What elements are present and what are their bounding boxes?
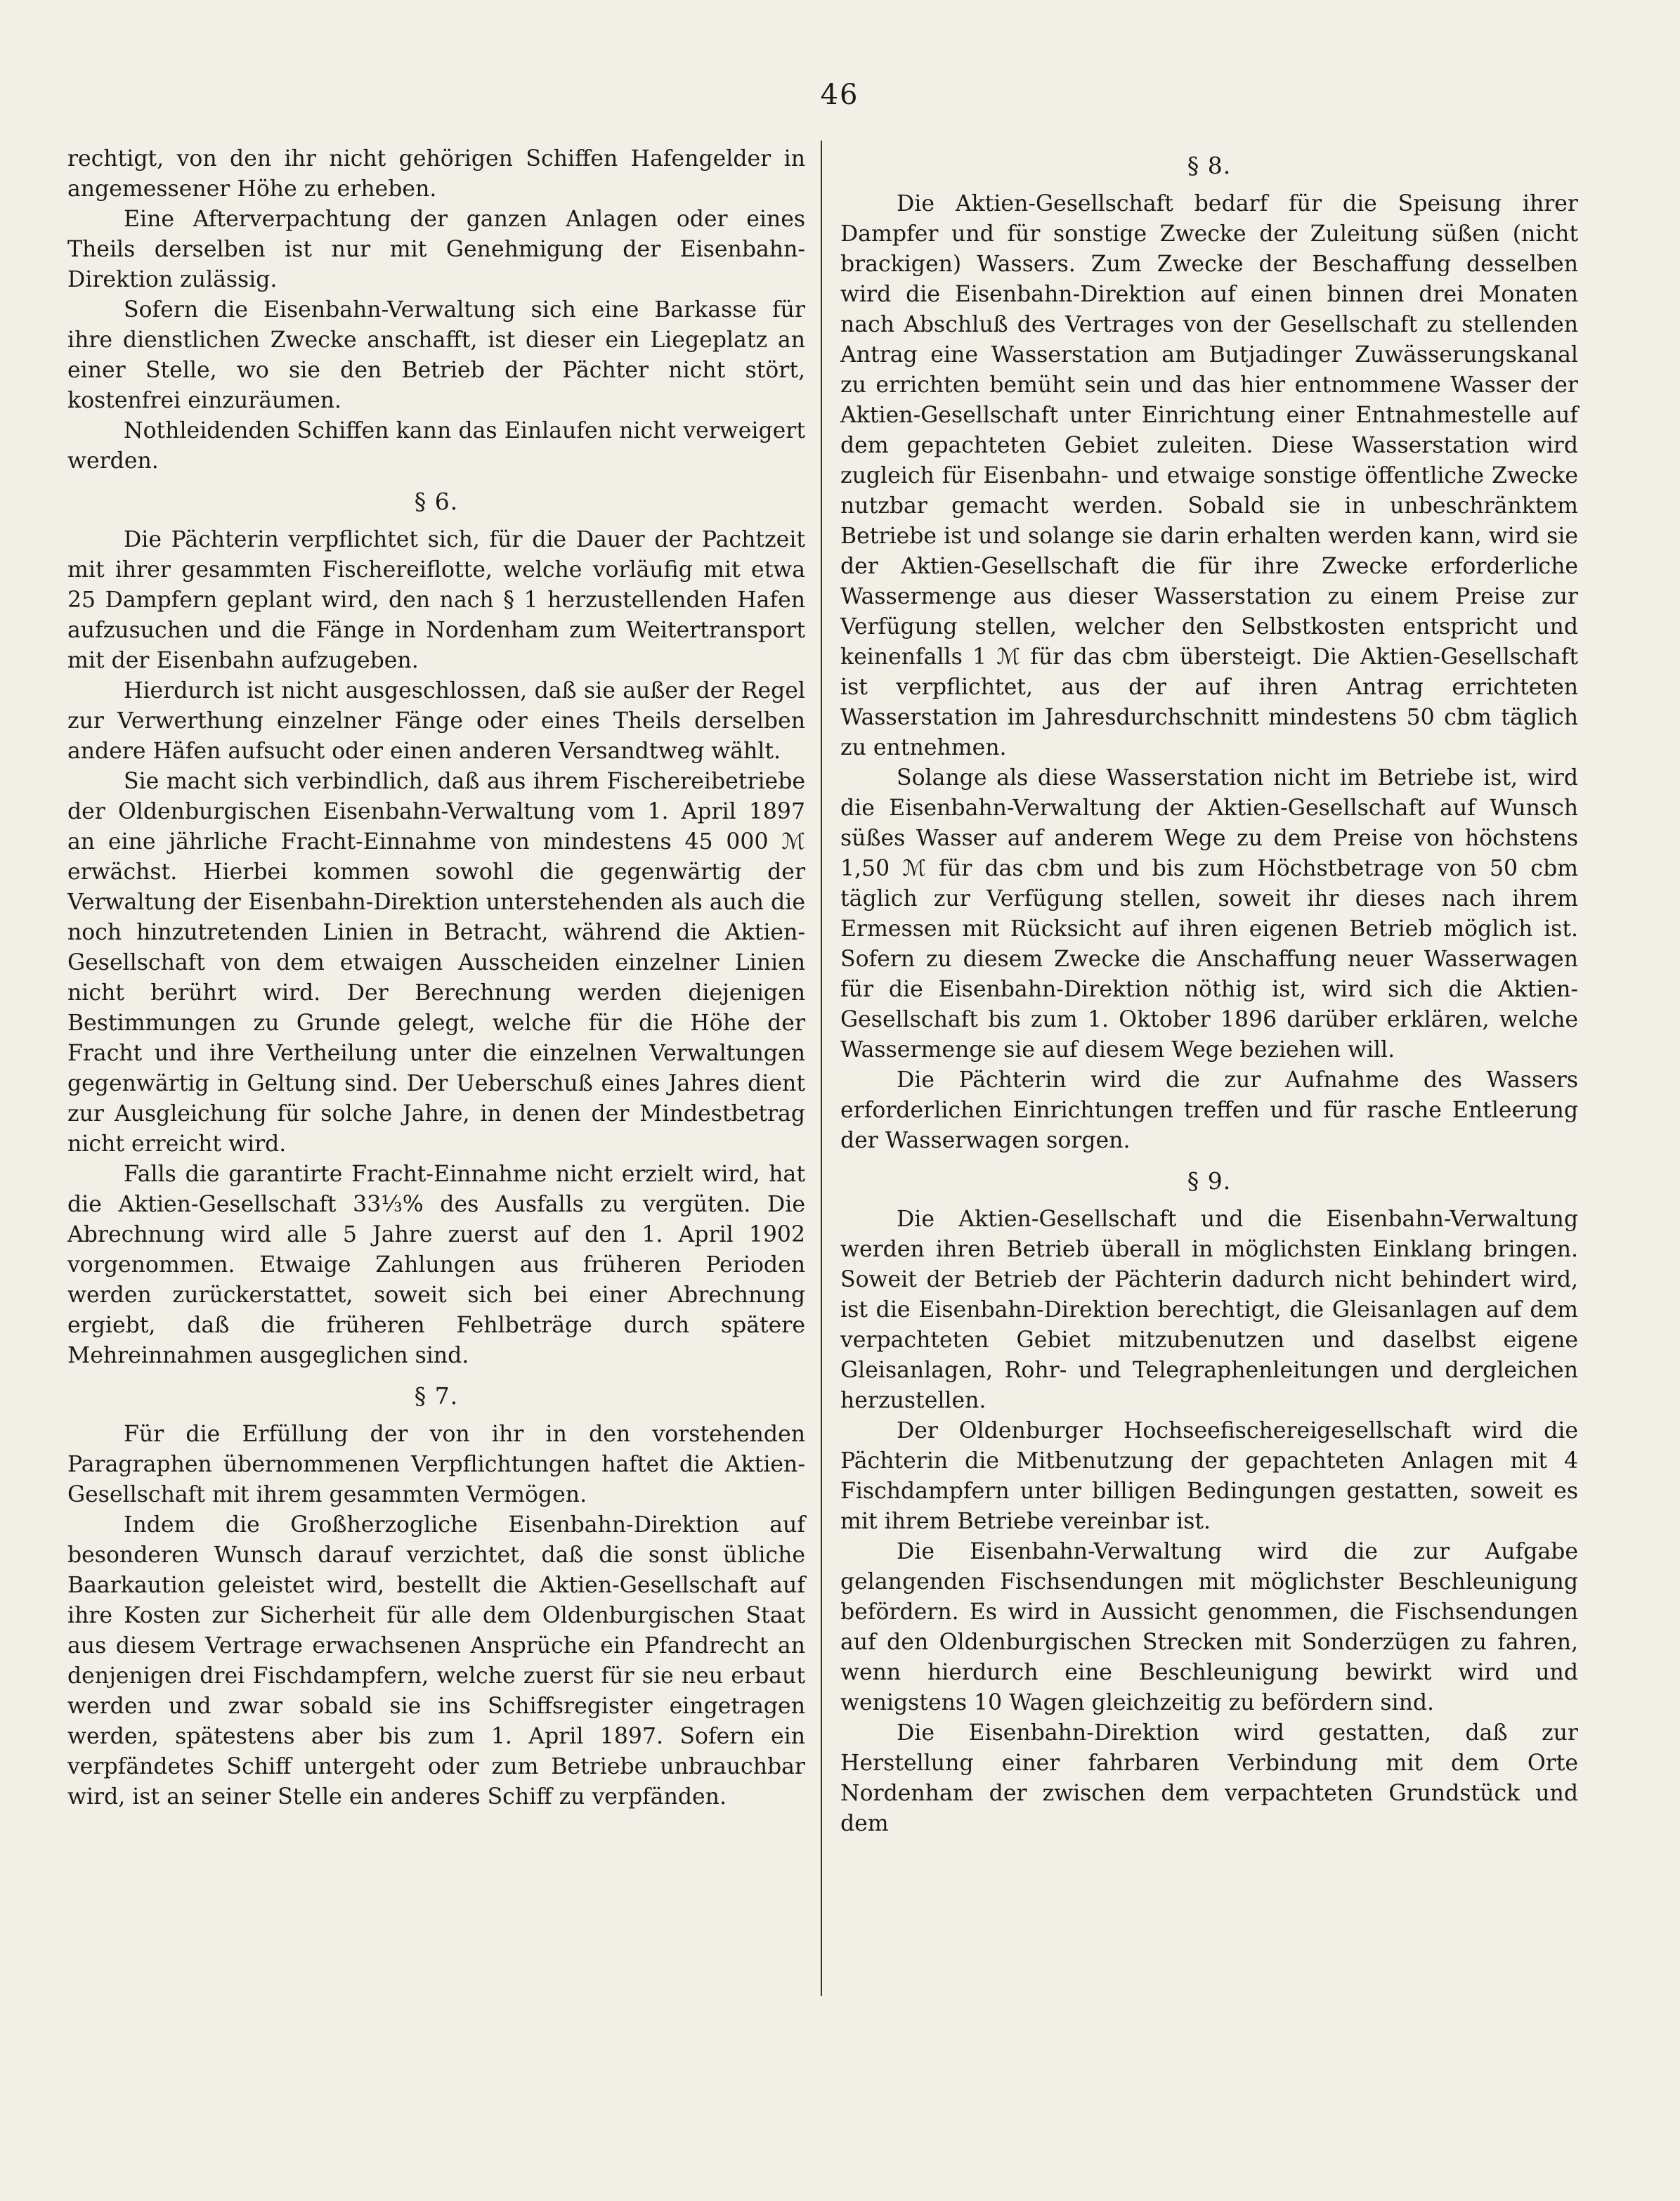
section-heading-8: § 8. — [1187, 152, 1232, 179]
paragraph: Indem die Großherzogliche Eisenbahn-Direktion auf besonderen Wunsch darauf verzichtet, daß die sonst übliche Baarkaution geleistet wird, bestellt die Aktien-Gesellschaft auf ihre Kosten zur Sicherheit für alle dem Oldenburgischen Staat aus diesem Vertrage erwachsenen Ansprüche ein Pfandrecht an denjenigen drei Fischdampfern, welche zuerst für sie neu erbaut werden und zwar sobald sie ins Schiffsregister eingetragen werden, spätestens aber bis zum 1. April 1897. Sofern ein verpfändetes Schiff untergeht oder zum Betriebe unbrauchbar wird, ist an seiner Stelle ein anderes Schiff zu verpfänden. — [67, 1512, 805, 1810]
paragraph: Nothleidenden Schiffen kann das Einlaufen nicht verweigert werden. — [67, 418, 805, 474]
left-column — [67, 144, 805, 1812]
paragraph: Die Aktien-Gesellschaft und die Eisenbahn-Verwaltung werden ihren Betrieb überall in möglichsten Einklang bringen. Soweit der Betrieb der Pächterin dadurch nicht behindert wird, ist die Eisenbahn-Direktion berechtigt, die Gleisanlagen auf dem verpachteten Gebiet mitzubenutzen und daselbst eigene Gleisanlagen, Rohr- und Telegraphenleitungen und dergleichen herzustellen. — [840, 1207, 1578, 1413]
paragraph: Eine Afterverpachtung der ganzen Anlagen oder eines Theils derselben ist nur mit Genehmigung der Eisenbahn-Direktion zulässig. — [67, 207, 805, 292]
paragraph: Der Oldenburger Hochseefischereigesellschaft wird die Pächterin die Mitbenutzung der gepachteten Anlagen mit 4 Fischdampfern unter billigen Bedingungen gestatten, soweit es mit ihrem Betriebe vereinbar ist. — [840, 1418, 1578, 1534]
paragraph: Für die Erfüllung der von ihr in den vorstehenden Paragraphen übernommenen Verpflichtungen haftet die Aktien-Gesellschaft mit ihrem gesammten Vermögen. — [67, 1422, 805, 1507]
paragraph: Falls die garantirte Fracht-Einnahme nicht erzielt wird, hat die Aktien-Gesellschaft 33⅓% des Ausfalls zu vergüten. Die Abrechnung wird alle 5 Jahre zuerst auf den 1. April 1902 vorgenommen. Etwaige Zahlungen aus früheren Perioden werden zurückerstattet, soweit sich bei einer Abrechnung ergiebt, daß die früheren Fehlbeträge durch spätere Mehreinnahmen ausgeglichen sind. — [67, 1162, 805, 1368]
paragraph: Hierdurch ist nicht ausgeschlossen, daß sie außer der Regel zur Verwerthung einzelner Fänge oder eines Theils derselben andere Häfen aufsucht oder einen anderen Versandtweg wählt. — [67, 678, 805, 764]
paragraph: Sie macht sich verbindlich, daß aus ihrem Fischereibetriebe der Oldenburgischen Eisenbahn-Verwaltung vom 1. April 1897 an eine jährliche Fracht-Einnahme von mindestens 45 000 ℳ erwächst. Hierbei kommen sowohl die gegenwärtig der Verwaltung der Eisenbahn-Direktion unterstehenden als auch die noch hinzutretenden Linien in Betracht, während die Aktien-Gesellschaft von dem etwaigen Ausscheiden einzelner Linien nicht berührt wird. Der Berechnung werden diejenigen Bestimmungen zu Grunde gelegt, welche für die Höhe der Fracht und ihre Vertheilung unter die einzelnen Verwaltungen gegenwärtig in Geltung sind. Der Ueberschuß eines Jahres dient zur Ausgleichung für solche Jahre, in denen der Mindestbetrag nicht erreicht wird. — [67, 769, 805, 1157]
paragraph: Sofern die Eisenbahn-Verwaltung sich eine Barkasse für ihre dienstlichen Zwecke anschafft, ist dieser ein Liegeplatz an einer Stelle, wo sie den Betrieb der Pächter nicht stört, kostenfrei einzuräumen. — [67, 297, 805, 413]
paragraph: Die Pächterin wird die zur Aufnahme des Wassers erforderlichen Einrichtungen treffen und für rasche Entleerung der Wasserwagen sorgen. — [840, 1067, 1578, 1153]
column-divider — [821, 141, 822, 1996]
paragraph: Die Eisenbahn-Direktion wird gestatten, daß zur Herstellung einer fahrbaren Verbindung mit dem Orte Nordenham der zwischen dem verpachteten Grundstück und dem — [840, 1720, 1578, 1836]
right-column — [840, 141, 1578, 1839]
section-heading-9: § 9. — [1187, 1167, 1232, 1195]
paragraph: Die Eisenbahn-Verwaltung wird die zur Aufgabe gelangenden Fischsendungen mit möglichster Beschleunigung befördern. Es wird in Aussicht genommen, die Fischsendungen auf den Oldenburgischen Strecken mit Sonderzügen zu fahren, wenn hierdurch eine Beschleunigung bewirkt wird und wenigstens 10 Wagen gleichzeitig zu befördern sind. — [840, 1539, 1578, 1715]
section-heading-7: § 7. — [414, 1382, 459, 1410]
paragraph: rechtigt, von den ihr nicht gehörigen Schiffen Hafengelder in angemessener Höhe zu erheben. — [67, 146, 805, 202]
paragraph: Die Pächterin verpflichtet sich, für die Dauer der Pachtzeit mit ihrer gesammten Fischereiflotte, welche vorläufig mit etwa 25 Dampfern geplant wird, den nach § 1 herzustellenden Hafen aufzusuchen und die Fänge in Nordenham zum Weitertransport mit der Eisenbahn aufzugeben. — [67, 527, 805, 673]
paragraph: Die Aktien-Gesellschaft bedarf für die Speisung ihrer Dampfer und für sonstige Zwecke der Zuleitung süßen (nicht brackigen) Wassers. Zum Zwecke der Beschaffung desselben wird die Eisenbahn-Direktion auf einen binnen drei Monaten nach Abschluß des Vertrages von der Gesellschaft zu stellenden Antrag eine Wasserstation am Butjadinger Zuwässerungskanal zu errichten bemüht sein und das hier entnommene Wasser der Aktien-Gesellschaft unter Einrichtung einer Entnahmestelle auf dem gepachteten Gebiet zuleiten. Diese Wasserstation wird zugleich für Eisenbahn- und etwaige sonstige öffentliche Zwecke nutzbar gemacht werden. Sobald sie in unbeschränktem Betriebe ist und solange sie darin erhalten werden kann, wird sie der Aktien-Gesellschaft die für ihre Zwecke erforderliche Wassermenge aus dieser Wasserstation zu einem Preise zur Verfügung stellen, welcher den Selbstkosten entspricht und keinenfalls 1 ℳ für das cbm übersteigt. Die Aktien-Gesellschaft ist verpflichtet, aus der auf ihren Antrag errichteten Wasserstation im Jahresdurchschnitt mindestens 50 cbm täglich zu entnehmen. — [840, 191, 1578, 760]
paragraph: Solange als diese Wasserstation nicht im Betriebe ist, wird die Eisenbahn-Verwaltung der Aktien-Gesellschaft auf Wunsch süßes Wasser auf anderem Wege zu dem Preise von höchstens 1,50 ℳ für das cbm und bis zum Höchstbetrage von 50 cbm täglich zur Verfügung stellen, soweit ihr dieses nach ihrem Ermessen mit Rücksicht auf ihren eigenen Betrieb möglich ist. Sofern zu diesem Zwecke die Anschaffung neuer Wasserwagen für die Eisenbahn-Direktion nöthig ist, wird sich die Aktien-Gesellschaft bis zum 1. Oktober 1896 darüber erklären, welche Wassermenge sie auf diesem Wege beziehen will. — [840, 765, 1578, 1063]
page-number: 46 — [820, 79, 859, 111]
section-heading-6: § 6. — [414, 488, 459, 515]
